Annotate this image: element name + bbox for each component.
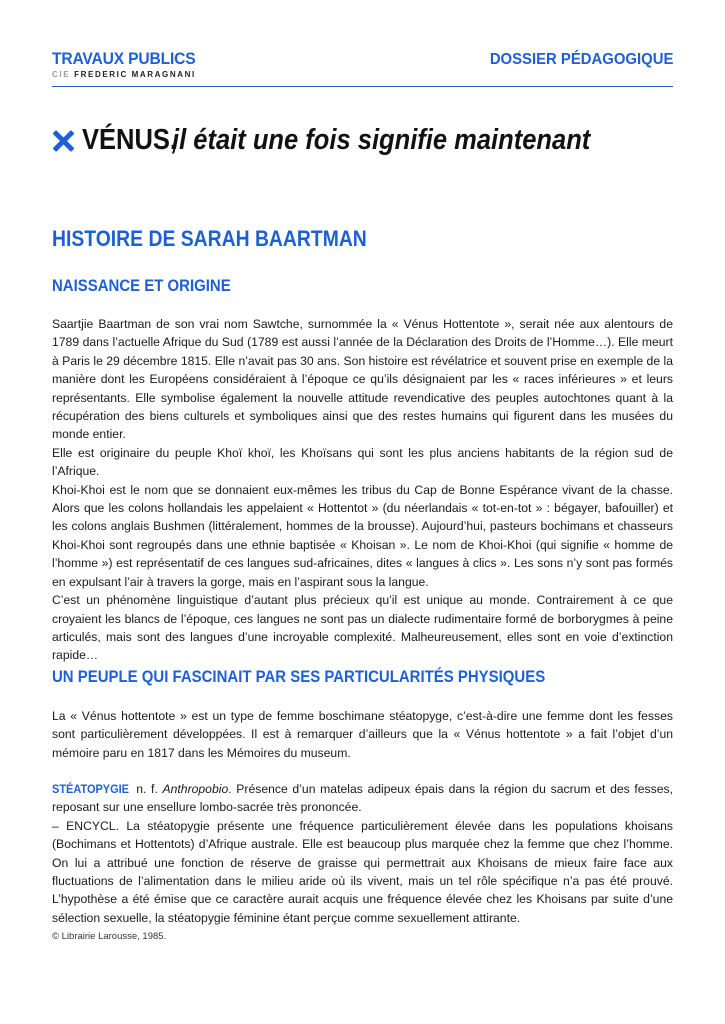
definition-text: . Présence d’un matelas adipeux épais dans la région du sacrum et des fesses, reposant sur une ensellure lombo-sacrée très prononcée.: [52, 782, 673, 815]
paragraph: Elle est originaire du peuple Khoï khoï, les Khoïsans qui sont les plus anciens habitants de la région sud de l’Afrique.: [52, 445, 673, 479]
source-credit: © Librairie Larousse, 1985.: [52, 931, 167, 942]
paragraph: Saartjie Baartman de son vrai nom Sawtche, surnommée la « Vénus Hottentote », serait née aux alentours de 1789 dans l’actuelle Afrique du Sud (1789 est aussi l’année de la Déclaration des Droits de l’Homme…). Elle meurt à Paris le 29 décembre 1815. Elle n’avait pas 30 ans. Son histoire est révélatrice et souvent prise en exemple de la manière dont les Européens considéraient à l’époque ce qu’ils désignaient par les « races inférieures » et leurs représentants. Elle symbolise également la nouvelle attitude revendicative des peuples autochtones quant à la récupération des biens culturels et symboliques ainsi que des restes humains qui figurent dans les musées du monde entier.: [52, 317, 673, 442]
brand-name: FREDERIC MARAGNANI: [74, 70, 196, 79]
title-strong: VÉNUS,: [82, 124, 178, 156]
origin-body: [52, 315, 673, 665]
definition-encyclopedia: – ENCYCL. La stéatopygie présente une fréquence particulièrement élevée dans les populations khoisans (Bochimans et Hottentots) d’Afrique australe. Elle est beaucoup plus marquée chez la femme que chez l’homme. On lui a attribué une fonction de réserve de graisse qui permettrait aux Khoisans de mieux faire face aux fluctuations de l’alimentation dans le milieu aride où ils vivent, mais un tel rôle spécifique n’a pas été prouvé. L’hypothèse a été émise que ce caractère aurait acquis une fréquence élevée chez les Khoisans par suite d’une sélection sexuelle, la stéatopygie féminine étant perçue comme sexuellement attirante.: [52, 818, 673, 925]
paragraph: Khoi-Khoi est le nom que se donnaient eux-mêmes les tribus du Cap de Bonne Espérance vivant de la chasse. Alors que les colons hollandais les appelaient « Hottentot » (du néerlandais « tot-en-tot » : bégayer, bafouiller) et les colons anglais Bushmen (littéralement, hommes de la brousse). Aujourd’hui, pasteurs bochimans et chasseurs Khoi-Khoi sont regroupés dans une ethnie baptisée « Khoisan ». Le nom de Khoi-Khoi (qui signifie « homme de l’homme ») est représentatif de ces langues sud-africaines, dites « langues à clics ». Les sons n’y sont pas formés en expulsant l’air à travers la gorge, mais en l’aspirant sous la langue.: [52, 482, 673, 589]
brand-subtitle: [52, 70, 208, 80]
brand-cie: CIE: [52, 70, 71, 79]
paragraph: C’est un phénomène linguistique d’autant plus précieux qu’il est unique au monde. Contrairement à ce que croyaient les blancs de l’époque, ces langues ne sont pas un dialecte rudimentaire formé de borborygmes à peine articulés, mais sont des langues d’une incroyable complexité. Malheureusement, elles sont en voie d’extinction rapide…: [52, 593, 673, 663]
document-page: [52, 0, 673, 942]
title-italic: il était une fois signifie maintenant: [171, 124, 591, 156]
paragraph: La « Vénus hottentote » est un type de femme boschimane stéatopyge, c’est-à-dire une femme dont les fesses sont particulièrement développées. Il est à remarquer d’ailleurs que la « Vénus hottentote » a fait l’objet d’un mémoire paru en 1817 dans les Mémoires du museum.: [52, 709, 673, 760]
definition-grammar: n. f.: [131, 782, 163, 796]
header-divider: [52, 86, 673, 87]
brand-title: TRAVAUX PUBLICS: [52, 49, 196, 68]
page-header: [52, 0, 673, 88]
subheading-physical: UN PEUPLE QUI FASCINAIT PAR SES PARTICULARITÉS PHYSIQUES: [52, 667, 546, 686]
definition: [52, 780, 673, 817]
cross-icon: [52, 130, 74, 152]
definition-block: [52, 780, 673, 927]
definition-term: STÉATOPYGIE: [52, 782, 130, 796]
physical-body: [52, 707, 673, 762]
page-title: [52, 124, 647, 157]
section-heading: HISTOIRE DE SARAH BAARTMAN: [52, 226, 367, 251]
definition-domain: Anthropobio: [162, 782, 229, 796]
subheading-origin: NAISSANCE ET ORIGINE: [52, 276, 231, 295]
company-logo: [52, 50, 208, 80]
dossier-label: DOSSIER PÉDAGOGIQUE: [489, 51, 673, 68]
